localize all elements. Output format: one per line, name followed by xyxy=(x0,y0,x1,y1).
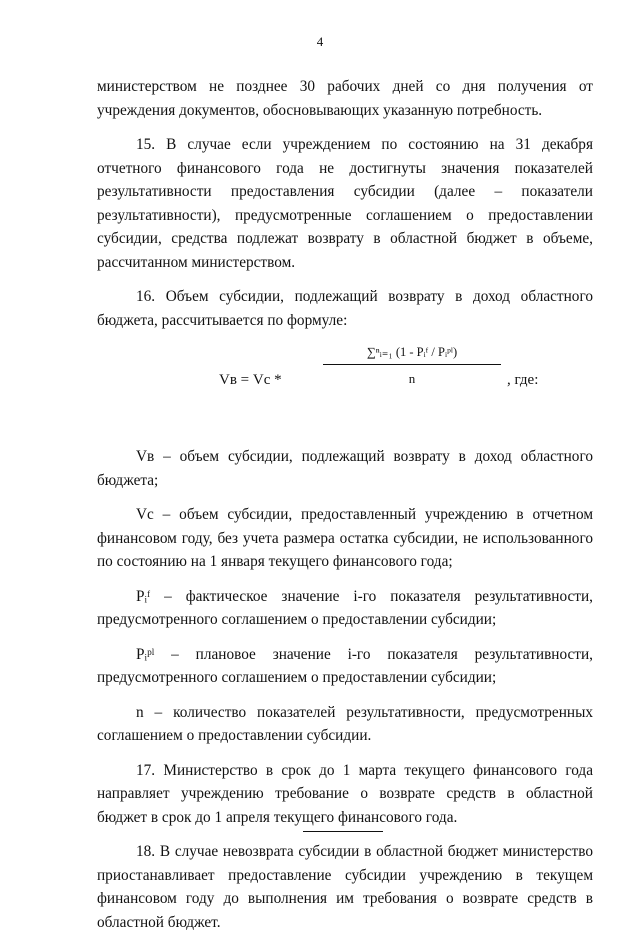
formula-fraction xyxy=(323,343,501,391)
definition-ppl: Pᵢᵖˡ – плановое значение i-го показателя результативности, предусмотренного соглашением о предоставлении субсидии; xyxy=(97,645,593,686)
end-rule xyxy=(303,831,383,832)
paragraph-18: 18. В случае невозврата субсидии в областной бюджет министерство приостанавливает предоставление субсидии учреждению в текущем финансовом году до выполнения им требования о возврате средств в областной бюджет. xyxy=(97,843,593,931)
formula-numerator: ∑ⁿᵢ₌₁ (1 - Pᵢᶠ / Pᵢᵖˡ) xyxy=(366,345,458,359)
formula-denominator: n xyxy=(408,371,416,386)
paragraph-17: 17. Министерство в срок до 1 марта текущего финансового года направляет учреждению требование о возврате средств в областной бюджет в срок до 1 апреля текущего финансового года. xyxy=(97,761,593,826)
definition-n: n – количество показателей результативности, предусмотренных соглашением о предоставлении субсидии. xyxy=(97,703,593,744)
formula-lhs: Vв = Vс * xyxy=(219,372,282,388)
paragraph-15: 15. В случае если учреждением по состоянию на 31 декабря отчетного финансового года не достигнуты значения показателей результативности предоставления субсидии (далее – показатели результативности), предусмотренные соглашением о предоставлении субсидии, средства подлежат возврату в областной бюджет в объеме, рассчитанном министерством. xyxy=(97,136,593,271)
definition-pf: Pᵢᶠ – фактическое значение i-го показателя результативности, предусмотренного соглашением о предоставлении субсидии; xyxy=(97,587,593,628)
paragraph-continuation: министерством не позднее 30 рабочих дней со дня получения от учреждения документов, обосновывающих указанную потребность. xyxy=(97,78,593,119)
definition-vs: Vс – объем субсидии, предоставленный учреждению в отчетном финансовом году, без учета размера остатка субсидии, не использованного по состоянию на 1 января текущего финансового года; xyxy=(97,506,593,570)
formula xyxy=(97,343,593,411)
page-number: 4 xyxy=(316,34,324,49)
paragraph-16: 16. Объем субсидии, подлежащий возврату в доход областного бюджета, рассчитывается по формуле: xyxy=(97,288,593,329)
formula-suffix: , где: xyxy=(507,372,539,388)
document-body xyxy=(97,75,593,945)
definition-vv: Vв – объем субсидии, подлежащий возврату в доход областного бюджета; xyxy=(97,448,593,489)
fraction-bar xyxy=(323,364,501,365)
